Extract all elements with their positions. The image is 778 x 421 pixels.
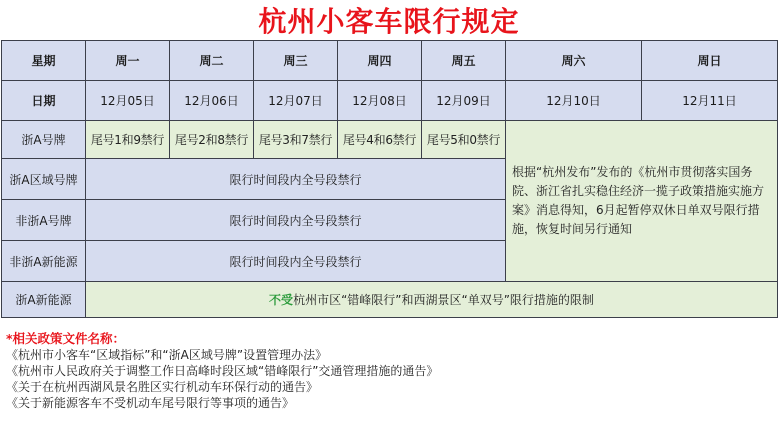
zhe-a-ev-row <box>2 282 778 318</box>
non-zhe-a-label: 非浙A号牌 <box>2 200 86 241</box>
zhe-a-ev-rule <box>86 282 778 318</box>
weekday-sat: 周六 <box>506 41 642 81</box>
zhe-a-label: 浙A号牌 <box>2 121 86 159</box>
date-label: 日期 <box>2 81 86 121</box>
exempt-highlight: 不受 <box>269 293 294 307</box>
zhe-a-region-rule: 限行时间段内全号段禁行 <box>86 159 506 200</box>
policy-title: *相关政策文件名称： <box>6 331 126 346</box>
zhe-a-row <box>2 121 778 159</box>
date-row <box>2 81 778 121</box>
weekday-thu: 周四 <box>338 41 422 81</box>
zhe-a-rule-thu: 尾号4和6禁行 <box>338 121 422 159</box>
weekday-label: 星期 <box>2 41 86 81</box>
policy-item: 《关于新能源客车不受机动车尾号限行等事项的通告》 <box>6 396 295 410</box>
restriction-table <box>1 40 778 318</box>
weekday-wed: 周三 <box>254 41 338 81</box>
date-mon: 12月05日 <box>86 81 170 121</box>
page-title: 杭州小客车限行规定 <box>258 5 520 38</box>
zhe-a-region-label: 浙A区域号牌 <box>2 159 86 200</box>
weekday-tue: 周二 <box>170 41 254 81</box>
zhe-a-rule-mon: 尾号1和9禁行 <box>86 121 170 159</box>
policy-list <box>6 330 706 411</box>
weekday-row <box>2 41 778 81</box>
policy-item: 《杭州市小客车“区域指标”和“浙A区域号牌”设置管理办法》 <box>6 348 328 362</box>
weekday-sun: 周日 <box>642 41 778 81</box>
policy-item: 《杭州市人民政府关于调整工作日高峰时段区域“错峰限行”交通管理措施的通告》 <box>6 364 439 378</box>
date-tue: 12月06日 <box>170 81 254 121</box>
zhe-a-ev-label: 浙A新能源 <box>2 282 86 318</box>
exempt-text: 杭州市区“错峰限行”和西湖景区“单双号”限行措施的限制 <box>293 293 594 307</box>
weekday-mon: 周一 <box>86 41 170 81</box>
date-wed: 12月07日 <box>254 81 338 121</box>
date-sun: 12月11日 <box>642 81 778 121</box>
date-fri: 12月09日 <box>422 81 506 121</box>
weekend-note: 根据“杭州发布”发布的《杭州市贯彻落实国务院、浙江省扎实稳住经济一揽子政策措施实施方案》消息得知，6月起暂停双休日单双号限行措施，恢复时间另行通知 <box>506 121 778 282</box>
non-zhe-a-ev-rule: 限行时间段内全号段禁行 <box>86 241 506 282</box>
non-zhe-a-ev-label: 非浙A新能源 <box>2 241 86 282</box>
non-zhe-a-rule: 限行时间段内全号段禁行 <box>86 200 506 241</box>
zhe-a-rule-fri: 尾号5和0禁行 <box>422 121 506 159</box>
zhe-a-rule-wed: 尾号3和7禁行 <box>254 121 338 159</box>
zhe-a-rule-tue: 尾号2和8禁行 <box>170 121 254 159</box>
weekday-fri: 周五 <box>422 41 506 81</box>
date-sat: 12月10日 <box>506 81 642 121</box>
policy-item: 《关于在杭州西湖风景名胜区实行机动车环保行动的通告》 <box>6 380 319 394</box>
date-thu: 12月08日 <box>338 81 422 121</box>
